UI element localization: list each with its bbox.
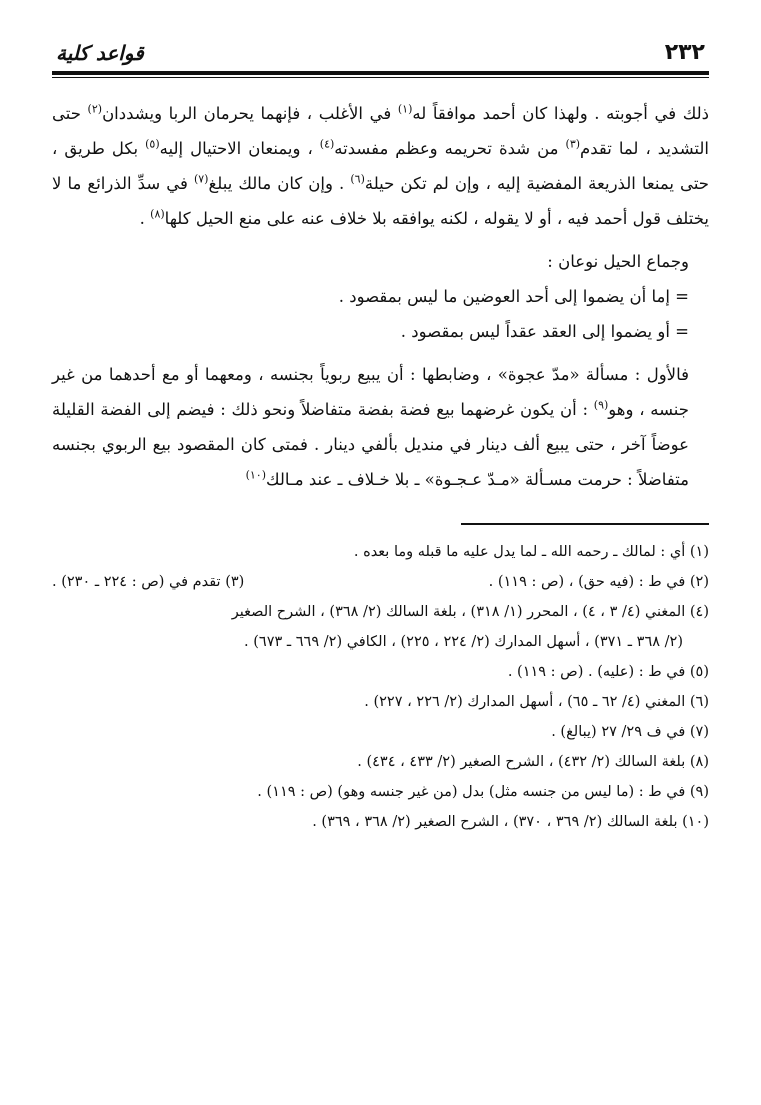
text-run: ذلك في أجوبته . ولهذا كان أحمد موافقاً له [412,104,709,123]
text-run: . [139,209,151,228]
text-run: في سدِّ الذرائع ما لا يختلف قول أحمد فيه ، أو لا يقوله ، لكنه يوافقه بلا خلاف عنه على منع الحيل كلها [52,174,709,228]
footnote-6: (٦) المغني (٤/ ٦٢ ـ ٦٥) ، أسهل المدارك (٢/ ٢٢٦ ، ٢٢٧) . [364,694,709,710]
footnotes [52,537,709,837]
text-run: : أن يكون غرضهما بيع فضة بفضة متفاضلاً ونحو ذلك : فيضم إلى الفضة القليلة عوضاً آخر ، حتى يبيع ألف دينار في منديل بألفي دينار . فمتى كان المقصود بيع الربوي بجنسه متفاضلاً : حرمت مسـألة «مـدّ عـجـوة» ـ بلا خـلاف ـ عند مـالك [52,400,689,489]
header-rule-thick [52,71,709,75]
footnote-ref-3[interactable]: (٣) [565,137,581,151]
footnote-ref-10[interactable]: (١٠) [245,468,266,482]
footnote-ref-1[interactable]: (١) [397,102,413,116]
footnote-separator [461,523,709,525]
footnote-ref-6[interactable]: (٦) [350,172,365,186]
footnote-4: (٤) المغني (٤/ ٣ ، ٤) ، المحرر (١/ ٣١٨) ، بلغة السالك (٢/ ٣٦٨) ، الشرح الصغير [231,604,709,620]
footnote-ref-5[interactable]: (٥) [145,137,160,151]
types-intro: وجماع الحيل نوعان : [547,252,689,271]
main-text [52,96,709,497]
footnote-row-2-3 [52,567,709,597]
footnote-ref-9[interactable]: (٩) [593,398,609,412]
text-run: حتى التشديد ، لما تقدم [52,104,709,158]
footnote-10: (١٠) بلغة السالك (٢/ ٣٦٩ ، ٣٧٠) ، الشرح الصغير (٢/ ٣٦٨ ، ٣٦٩) . [312,814,709,830]
page-number: ٢٣٢ [664,40,705,65]
type-1: = إما أن يضموا إلى أحد العوضين ما ليس بمقصود . [338,287,689,306]
footnote-8: (٨) بلغة السالك (٢/ ٤٣٢) ، الشرح الصغير (٢/ ٤٣٣ ، ٤٣٤) . [357,754,709,770]
paragraph-1 [52,96,709,236]
footnote-ref-4[interactable]: (٤) [319,137,335,151]
running-title: قواعد كلية [56,41,144,65]
text-run: فالأول : مسألة «مدّ عجوة» ، وضابطها : أن يبيع ربوياً بجنسه ، ومعهما أو مع أحدهما من غير جنسه ، وهو [52,365,689,419]
footnote-4-continued: (٢/ ٣٦٨ ـ ٣٧١) ، أسهل المدارك (٢/ ٢٢٤ ، ٢٢٥) ، الكافي (٢/ ٦٦٩ ـ ٦٧٣) . [244,634,683,650]
text-run: بكل طريق ، حتى يمنعا الذريعة المفضية إليه ، وإن لم تكن حيلة [52,139,709,193]
footnote-9: (٩) في ط : (ما ليس من جنسه مثل) بدل (من غير جنسه وهو) (ص : ١١٩) . [257,784,709,800]
footnote-5: (٥) في ط : (عليه) . (ص : ١١٩) . [507,664,709,680]
text-run: . وإن كان مالك يبلغ [208,174,351,193]
footnote-2: (٢) في ط : (فيه حق) ، (ص : ١١٩) . [488,574,709,590]
text-run: من شدة تحريمه وعظم مفسدته [334,139,566,158]
type-2: = أو يضموا إلى العقد عقداً ليس بمقصود . [400,322,689,341]
header-rule-thin [52,77,709,78]
paragraph-2 [52,357,709,497]
running-header [52,40,709,71]
footnote-ref-2[interactable]: (٢) [87,102,103,116]
text-run: ، ويمنعان الاحتيال إليه [159,139,320,158]
footnote-ref-8[interactable]: (٨) [150,207,165,221]
footnote-separator-wrap [52,523,709,525]
footnote-1: (١) أي : لمالك ـ رحمه الله ـ لما يدل عليه ما قبله وما بعده . [353,544,709,560]
text-run: في الأغلب ، فإنهما يحرمان الربا ويشددان [102,104,398,123]
footnote-7: (٧) في ف ٢٩/ ٢٧ (يبالغ) . [551,724,709,740]
footnote-3: (٣) تقدم في (ص : ٢٢٤ ـ ٢٣٠) . [52,574,245,590]
footnote-ref-7[interactable]: (٧) [193,172,209,186]
